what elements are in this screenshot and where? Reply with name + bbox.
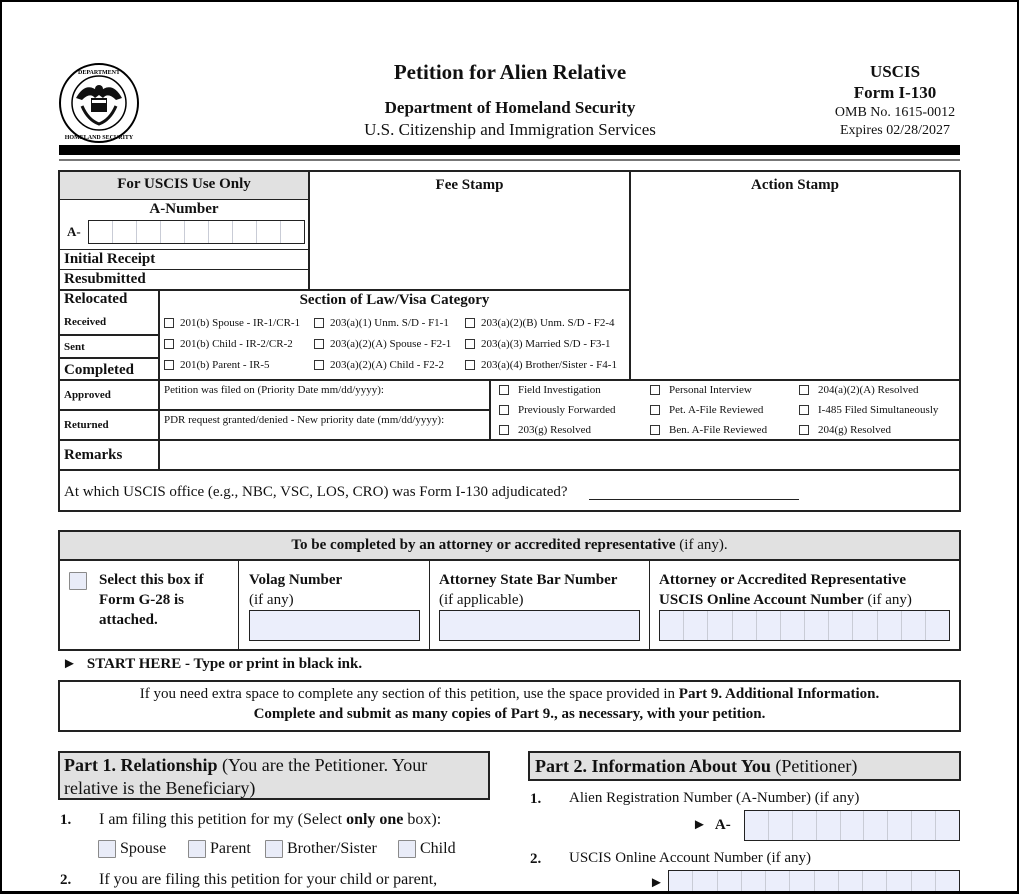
part2-heading-box bbox=[528, 751, 961, 781]
petitioner-online-account-input[interactable] bbox=[668, 870, 960, 894]
divider bbox=[489, 380, 491, 440]
category-label: 201(b) Child - IR-2/CR-2 bbox=[180, 338, 293, 350]
g28-checkbox[interactable] bbox=[69, 572, 87, 590]
priority-date-label: Petition was filed on (Priority Date mm/dd/yyyy): bbox=[164, 384, 384, 396]
sent-label: Sent bbox=[64, 341, 85, 353]
category-checkbox[interactable] bbox=[465, 359, 617, 371]
remarks-label: Remarks bbox=[64, 447, 123, 463]
remarks-field[interactable] bbox=[160, 441, 959, 469]
part2-q1-text: Alien Registration Number (A-Number) (if any) bbox=[569, 790, 860, 806]
category-label: 203(a)(2)(A) Spouse - F2-1 bbox=[330, 338, 452, 350]
omb-number: OMB No. 1615-0012 bbox=[834, 105, 956, 120]
volag-label: Volag Number bbox=[249, 572, 343, 588]
online-account-label-2: USCIS Online Account Number bbox=[659, 592, 864, 608]
relocated-label: Relocated bbox=[64, 291, 128, 307]
category-checkbox[interactable] bbox=[164, 359, 270, 371]
visa-category-grid bbox=[164, 317, 630, 380]
expiration-date: Expires 02/28/2027 bbox=[839, 123, 951, 138]
initial-receipt-label: Initial Receipt bbox=[64, 251, 156, 267]
pdr-label: PDR request granted/denied - New priority date (mm/dd/yyyy): bbox=[164, 414, 445, 426]
form-number: Form I-130 bbox=[853, 83, 937, 102]
option-label: Spouse bbox=[120, 840, 167, 857]
option-label: Child bbox=[420, 840, 456, 857]
approved-label: Approved bbox=[64, 389, 111, 401]
part1-q1-text bbox=[99, 811, 441, 829]
header-rule-thick bbox=[59, 145, 960, 155]
bar-number-sub: (if applicable) bbox=[439, 592, 524, 608]
received-label: Received bbox=[64, 316, 107, 328]
category-checkbox[interactable] bbox=[164, 317, 300, 329]
completed-label: Completed bbox=[64, 362, 134, 378]
check-label: Pet. A-File Reviewed bbox=[669, 404, 764, 416]
header-rule-thin bbox=[59, 159, 960, 161]
check-204a2a-resolved[interactable] bbox=[799, 384, 919, 396]
attorney-heading-bold: To be completed by an attorney or accredited representative bbox=[291, 537, 676, 553]
category-checkbox[interactable] bbox=[314, 338, 451, 350]
divider bbox=[649, 561, 650, 649]
a-number-label: A-Number bbox=[149, 201, 219, 217]
online-account-sub: (if any) bbox=[863, 592, 912, 608]
check-label: Previously Forwarded bbox=[518, 404, 616, 416]
check-203g-resolved[interactable] bbox=[499, 424, 591, 436]
org-label: USCIS bbox=[869, 62, 921, 81]
bar-label-group bbox=[439, 570, 617, 610]
extra-space-text: If you need extra space to complete any section of this petition, use the space provided in bbox=[139, 686, 679, 702]
part2-heading-bold: Part 2. Information About You bbox=[535, 756, 771, 776]
divider bbox=[60, 334, 159, 336]
part1-q2-text: If you are filing this petition for your child or parent, bbox=[99, 871, 438, 888]
option-parent[interactable] bbox=[188, 840, 251, 858]
action-stamp-label: Action Stamp bbox=[751, 177, 839, 193]
online-account-label-1: Attorney or Accredited Representative bbox=[659, 572, 907, 588]
divider bbox=[60, 469, 959, 471]
part1-heading-box bbox=[58, 751, 490, 800]
option-brother-sister[interactable] bbox=[265, 840, 377, 858]
category-checkbox[interactable] bbox=[465, 338, 611, 350]
divider bbox=[60, 379, 959, 381]
a-prefix: A- bbox=[714, 817, 731, 833]
check-label: 204(g) Resolved bbox=[818, 424, 892, 436]
check-i485-filed[interactable] bbox=[799, 404, 938, 416]
start-here-line bbox=[62, 656, 362, 673]
arrow-right-icon: ► bbox=[649, 875, 664, 891]
check-label: I-485 Filed Simultaneously bbox=[818, 404, 939, 416]
check-pet-a-file-reviewed[interactable] bbox=[650, 404, 763, 416]
check-previously-forwarded[interactable] bbox=[499, 404, 615, 416]
check-ben-a-file-reviewed[interactable] bbox=[650, 424, 767, 436]
option-child[interactable] bbox=[398, 840, 456, 858]
divider bbox=[60, 199, 309, 200]
uscis-use-only-heading: For USCIS Use Only bbox=[117, 176, 251, 192]
divider bbox=[429, 561, 430, 649]
check-label: 204(a)(2)(A) Resolved bbox=[818, 384, 919, 396]
check-label: Ben. A-File Reviewed bbox=[669, 424, 768, 436]
online-account-label-group bbox=[659, 570, 912, 610]
volag-label-group bbox=[249, 570, 342, 610]
divider bbox=[60, 559, 959, 561]
office-question: At which USCIS office (e.g., NBC, VSC, LOS, CRO) was Form I-130 adjudicated? bbox=[64, 484, 568, 500]
agency-name: U.S. Citizenship and Immigration Services bbox=[364, 120, 656, 139]
part1-q2-number: 2. bbox=[60, 872, 72, 888]
check-field-investigation[interactable] bbox=[499, 384, 601, 396]
arrow-right-icon: ► bbox=[62, 656, 77, 672]
check-personal-interview[interactable] bbox=[650, 384, 752, 396]
q1-text-bold: only one bbox=[346, 811, 404, 828]
department-name: Department of Homeland Security bbox=[384, 98, 636, 117]
uscis-a-number-input[interactable] bbox=[88, 220, 305, 244]
part2-a-prefix-group bbox=[692, 817, 731, 834]
divider bbox=[60, 269, 309, 270]
arrow-right-icon: ► bbox=[692, 817, 707, 833]
volag-number-input[interactable] bbox=[249, 610, 420, 641]
category-checkbox[interactable] bbox=[314, 359, 444, 371]
divider bbox=[60, 357, 159, 359]
form-title: Petition for Alien Relative bbox=[393, 60, 627, 84]
option-label: Brother/Sister bbox=[287, 840, 377, 857]
check-label: 203(g) Resolved bbox=[518, 424, 592, 436]
processing-checks bbox=[499, 384, 959, 444]
category-label: 203(a)(1) Unm. S/D - F1-1 bbox=[330, 317, 449, 329]
a-number-prefix: A- bbox=[67, 224, 81, 239]
part1-heading-bold: Part 1. Relationship bbox=[64, 755, 218, 775]
divider bbox=[60, 409, 490, 411]
svg-text:HOMELAND SECURITY: HOMELAND SECURITY bbox=[64, 135, 134, 141]
category-label: 203(a)(3) Married S/D - F3-1 bbox=[481, 338, 611, 350]
category-checkbox[interactable] bbox=[314, 317, 449, 329]
extra-space-line-2: Complete and submit as many copies of Part 9., as necessary, with your petition. bbox=[253, 706, 766, 722]
section-of-law-heading: Section of Law/Visa Category bbox=[299, 292, 490, 308]
extra-space-bold: Part 9. Additional Information. bbox=[678, 686, 880, 702]
dhs-seal-logo bbox=[58, 62, 140, 144]
category-label: 201(b) Parent - IR-5 bbox=[180, 359, 270, 371]
category-label: 203(a)(4) Brother/Sister - F4-1 bbox=[481, 359, 617, 371]
start-here-text: START HERE - Type or print in black ink. bbox=[86, 656, 363, 672]
check-label: Personal Interview bbox=[669, 384, 752, 396]
category-label: 201(b) Spouse - IR-1/CR-1 bbox=[180, 317, 301, 329]
extra-space-line-1 bbox=[60, 686, 959, 703]
attorney-heading-rest: (if any). bbox=[675, 537, 728, 553]
divider bbox=[60, 289, 631, 291]
part2-heading-rest: (Petitioner) bbox=[770, 756, 858, 776]
attorney-heading bbox=[60, 537, 959, 554]
category-checkbox[interactable] bbox=[164, 338, 293, 350]
part2-q1-number: 1. bbox=[530, 791, 542, 807]
petitioner-a-number-input[interactable] bbox=[744, 810, 960, 841]
option-label: Parent bbox=[210, 840, 251, 857]
category-label: 203(a)(2)(A) Child - F2-2 bbox=[330, 359, 444, 371]
category-checkbox[interactable] bbox=[465, 317, 615, 329]
resubmitted-label: Resubmitted bbox=[64, 271, 146, 287]
q1-text-b: box): bbox=[403, 811, 442, 828]
g28-label: Select this box if Form G-28 is attached. bbox=[99, 572, 204, 628]
divider bbox=[60, 249, 309, 250]
category-label: 203(a)(2)(B) Unm. S/D - F2-4 bbox=[481, 317, 615, 329]
state-bar-number-input[interactable] bbox=[439, 610, 640, 641]
part2-q2-text: USCIS Online Account Number (if any) bbox=[569, 850, 812, 866]
divider bbox=[238, 561, 239, 649]
check-204g-resolved[interactable] bbox=[799, 424, 891, 436]
svg-text:DEPARTMENT: DEPARTMENT bbox=[77, 70, 121, 76]
returned-label: Returned bbox=[64, 419, 109, 431]
fee-stamp-label: Fee Stamp bbox=[435, 177, 504, 193]
part1-heading-rest: (You are the Petitioner. Your relative is the Beneficiary) bbox=[64, 755, 428, 798]
office-answer-field[interactable] bbox=[589, 484, 799, 500]
q1-text-a: I am filing this petition for my (Select bbox=[99, 811, 347, 828]
part1-q1-number: 1. bbox=[60, 812, 72, 828]
option-spouse[interactable] bbox=[98, 840, 166, 858]
check-label: Field Investigation bbox=[518, 384, 601, 396]
bar-number-label: Attorney State Bar Number bbox=[439, 572, 618, 588]
volag-sub: (if any) bbox=[249, 592, 294, 608]
part2-q2-number: 2. bbox=[530, 851, 542, 867]
attorney-online-account-input[interactable] bbox=[659, 610, 950, 641]
